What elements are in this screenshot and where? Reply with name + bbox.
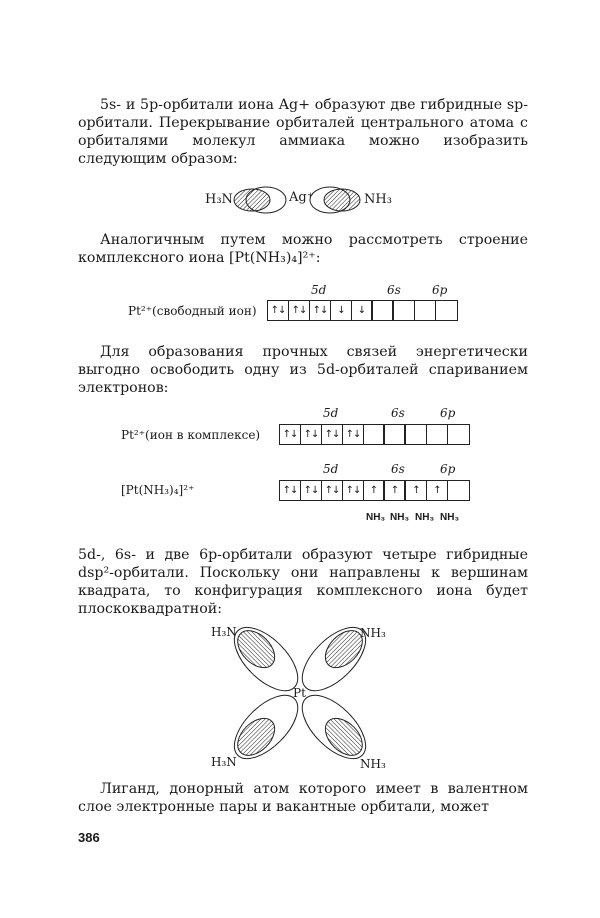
orbital-cell: [364, 425, 385, 444]
orbital-cell: [436, 301, 457, 320]
config-label-ion-in-complex: Pt²⁺(ион в комплексе): [121, 428, 261, 442]
orbital-cell: ↑↓: [322, 481, 343, 500]
ligand-top-left: H₃N: [211, 625, 237, 639]
paragraph-text: Для образования прочных связей энергетически выгодно освободить одну из 5d-орбиталей спариванием электронов:: [78, 344, 528, 396]
orbital-cell: ↓: [352, 301, 373, 320]
right-orbital-overlap: [310, 187, 360, 213]
orbital-cell: ↑: [385, 481, 406, 500]
sublevel-6s: 6s: [391, 462, 405, 476]
ligand-nh3: NH₃: [415, 512, 435, 523]
orbital-cell: ↑↓: [268, 301, 289, 320]
ligand-right: NH₃: [364, 192, 392, 207]
sublevel-6s: 6s: [391, 406, 405, 420]
paragraph-ligand: [78, 780, 528, 816]
orbital-cell: [448, 481, 469, 500]
left-orbital-overlap: [234, 187, 286, 213]
ligand-nh3: NH₃: [390, 512, 410, 523]
paragraph-dsp2: [78, 546, 528, 618]
orbital-cell: ↑: [406, 481, 427, 500]
paragraph-text: 5d-, 6s- и две 6p-орбитали образуют четыре гибридные dsp²-орбитали. Поскольку они направлены к вершинам квадрата, то конфигурация комплексного иона будет плоскоквадратной:: [78, 547, 528, 617]
orbital-cell: ↑↓: [301, 425, 322, 444]
orbital-cell: [427, 425, 448, 444]
ligand-nh3: NH₃: [440, 512, 460, 523]
page-number: 386: [78, 830, 100, 845]
central-atom-pt: Pt: [293, 686, 306, 700]
orbital-cell: [385, 425, 406, 444]
sublevel-5d: 5d: [323, 462, 339, 476]
paragraph-text: Лиганд, донорный атом которого имеет в валентном слое электронные пары и вакантные орбитали, может: [78, 781, 528, 815]
orbital-cell: ↑↓: [343, 481, 364, 500]
orbital-cell: ↑↓: [280, 425, 301, 444]
orbital-boxes-ion-in-complex: [279, 424, 470, 445]
sublevel-6p: 6p: [440, 406, 456, 420]
orbital-cell: [448, 425, 469, 444]
orbital-boxes-complex: [279, 480, 470, 501]
orbital-cell: [394, 301, 415, 320]
ligand-bottom-left: H₃N: [211, 755, 237, 769]
orbital-cell: ↑↓: [280, 481, 301, 500]
paragraph-pt-complex: [78, 231, 528, 267]
config-label-complex: [Pt(NH₃)₄]²⁺: [121, 483, 195, 497]
paragraph-pairing: [78, 343, 528, 397]
orbital-cell: ↑↓: [301, 481, 322, 500]
sublevel-5d: 5d: [323, 406, 339, 420]
orbital-cell: ↑↓: [322, 425, 343, 444]
central-ion: Ag⁺: [289, 190, 314, 205]
orbital-cell: ↑↓: [289, 301, 310, 320]
sublevel-6p: 6p: [440, 462, 456, 476]
sublevel-6p: 6p: [432, 283, 448, 297]
ligand-left: H₃N: [205, 192, 233, 207]
paragraph-ag-orbitals: [78, 96, 528, 168]
orbital-cell: ↑: [427, 481, 448, 500]
ligand-top-right: NH₃: [360, 626, 386, 640]
orbital-cell: ↑↓: [343, 425, 364, 444]
orbital-cell: [406, 425, 427, 444]
sublevel-6s: 6s: [387, 283, 401, 297]
ligand-bottom-right: NH₃: [360, 757, 386, 771]
paragraph-text: Аналогичным путем можно рассмотреть строение комплексного иона [Pt(NH₃)₄]²⁺:: [78, 232, 528, 266]
orbital-cell: [415, 301, 436, 320]
orbital-cell: ↑↓: [310, 301, 331, 320]
ligand-nh3: NH₃: [366, 512, 386, 523]
sublevel-5d: 5d: [311, 283, 327, 297]
orbital-cell: ↓: [331, 301, 352, 320]
orbital-cell: ↑: [364, 481, 385, 500]
paragraph-text: 5s- и 5p-орбитали иона Ag+ образуют две гибридные sp-орбитали. Перекрывание орбиталей центрального атома с орбиталями молекул аммиака можно изобразить следующим образом:: [78, 97, 528, 167]
orbital-cell: [373, 301, 394, 320]
config-label-free-ion: Pt²⁺(свободный ион): [128, 304, 257, 318]
orbital-boxes-free-ion: [267, 300, 458, 321]
